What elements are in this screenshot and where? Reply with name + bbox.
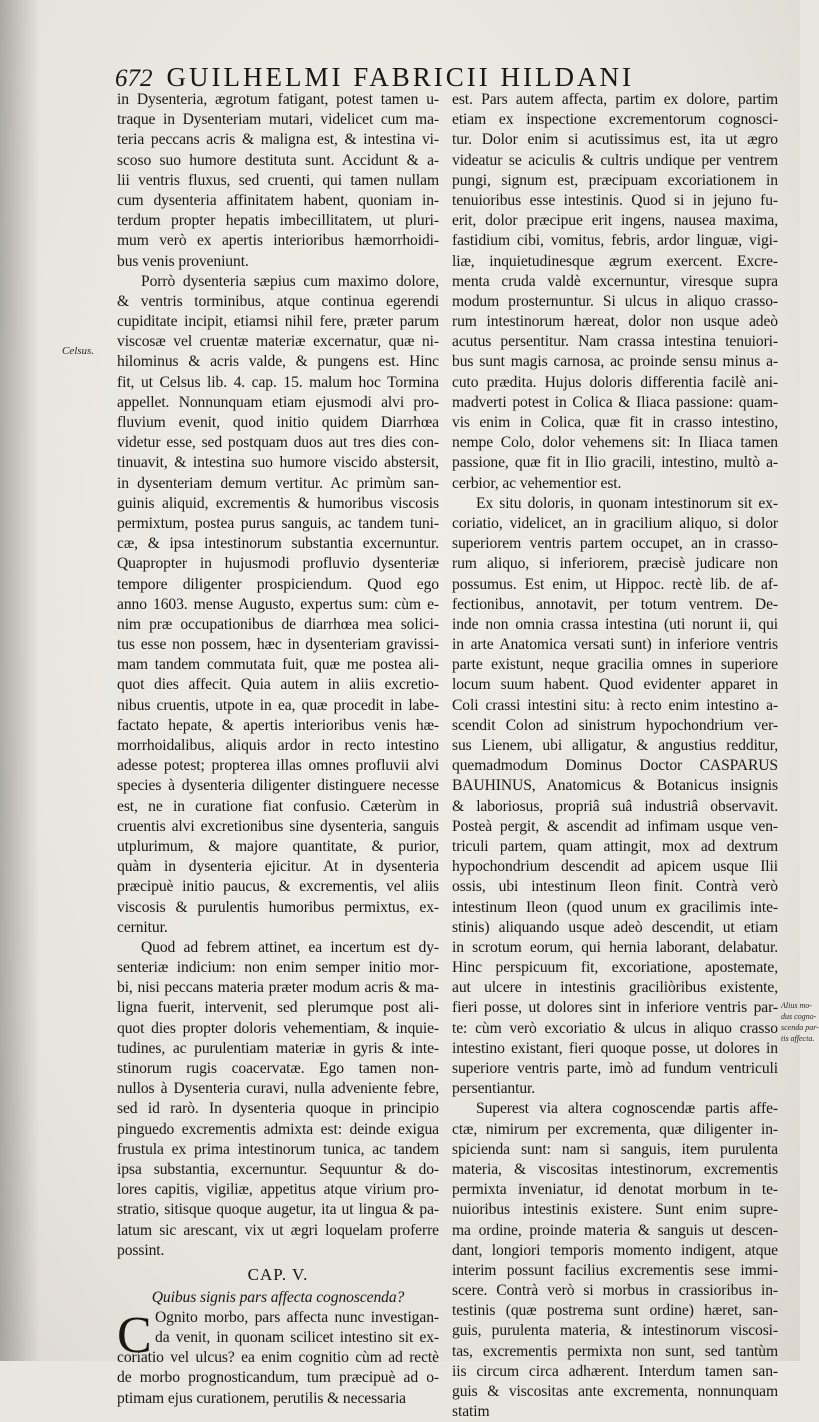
text-line: scere. Contrà verò si morbus in crassioribus in- (452, 1282, 778, 1300)
text-line: lii ventris fluxus, sed cruenti, qui tamen nullam (117, 171, 439, 189)
text-line: tus esse non possem, hæc in dysenteriam gravissi- (117, 636, 439, 654)
gutter-shadow (0, 0, 40, 1361)
text-line: te: cùm verò excoriatio & ulcus in aliquo crasso (452, 1019, 778, 1037)
text-line: coriatio vel ulcus? ea enim cognitio cùm ad rectè (117, 1349, 439, 1367)
text-line: Ognito morbo, pars affecta nunc investigan- (155, 1308, 439, 1326)
text-line: pinguedo excrementis admixta est: deinde exigua (117, 1120, 439, 1138)
text-line: stinis) aliquando usque adeò descendit, ut etiam (452, 918, 778, 936)
text-line: possumus. Est enim, ut Hippoc. rectè lib. de af- (452, 575, 778, 593)
text-line: Hinc perspicuum fit, excoriatione, apostemate, (452, 959, 778, 977)
text-line: est. Pars autem affecta, partim ex dolore, partim (452, 91, 778, 108)
text-line: intestino existant, fieri quoque posse, ut dolores in (452, 1039, 778, 1057)
text-line: stinorum rugis coacervatæ. Ego tamen non- (117, 1060, 439, 1077)
text-line: mum verò ex apertis interioribus hæmorrhoidi- (117, 232, 439, 250)
text-line: BAUHINUS, Anatomicus & Botanicus insignis (452, 777, 778, 795)
text-line: in dysenteriam demum vertitur. Ac primùm san- (117, 474, 439, 492)
text-line: cuto prædita. Hujus doloris differentia facilè ani- (452, 373, 778, 391)
text-line: mam tandem commutata fuit, quæ me postea ali- (117, 656, 439, 674)
text-line: interim possunt facilius excrementis sese immi- (452, 1261, 778, 1279)
text-line: præcipuè initio paucus, & excrementis, vel aliis (117, 878, 439, 896)
text-line: de morbo prognosticandum, tum præcipuè ad o- (117, 1369, 439, 1387)
text-line: quot dies affecit. Quia autem in aliis excretio- (117, 676, 439, 694)
left-paragraph-1 (117, 90, 439, 272)
margin-note-line: scenda par- (781, 1023, 819, 1032)
text-line: est, ne in curatione fiat confusio. Cæterùm in (117, 797, 439, 815)
text-line: cerbior, ac vehementior est. (452, 474, 622, 492)
text-line: erit, dolor præcipue erit ingens, nausea maxima, (452, 212, 778, 230)
text-line: menta cruda valdè excernuntur, viresque supra (452, 272, 778, 290)
text-line: in scrotum eorum, qui hernia laborant, delabatur. (452, 938, 778, 956)
text-line: statim (452, 1403, 490, 1421)
right-paragraph-3 (452, 1099, 778, 1422)
text-line: tempore diligenter prospiciendum. Quod ego (117, 575, 439, 593)
text-line: parte existunt, neque gracilia omnes in superiore (452, 656, 778, 674)
text-line: morrhoidalibus, aliquis ardor in recto intestino (117, 737, 439, 754)
text-line: guinis aliquid, excrementis & humoribus viscosis (117, 494, 439, 512)
text-line: acutus persentitur. Nam crassa intestina tenuiori- (452, 333, 778, 351)
margin-note-line: Alius mo- (781, 1001, 812, 1010)
text-line: fectionibus, annotavit, per totum ventrem. De- (452, 595, 778, 613)
text-line: materia, & viscositas intestinorum, excrementis (452, 1160, 778, 1178)
text-line: quàm in dysenteria ejicitur. At in dysenteria (117, 858, 439, 876)
margin-note-line: dus cogno- (781, 1012, 817, 1021)
text-line: & laboriosus, propriâ suâ industriâ observavit. (452, 797, 778, 815)
margin-note-line: tis affecta. (781, 1034, 815, 1043)
text-line: videatur se aciculis & cultris undique per ventrem (452, 151, 778, 169)
text-line: tudines, ac purulentiam materiæ in gyris & inte- (117, 1039, 439, 1057)
text-line: tas, excrementis permixta non sunt, sed tantùm (452, 1342, 778, 1360)
text-line: ptimam ejus curationem, perutilis & necessaria (117, 1389, 406, 1407)
text-line: latum sic arescant, vix ut ægri loquelam proferre (117, 1221, 439, 1239)
text-line: in arte Anatomica versati sunt) in inferiore ventris (452, 636, 778, 654)
text-line: aut ulcere in intestinis graciliòribus existente, (452, 979, 778, 997)
text-line: factato hepate, & apertis interioribus venis hæ- (117, 716, 439, 734)
text-line: intestinum Ileon (quod unum ex gracilimis inte- (452, 898, 778, 916)
text-line: nim præ occupationibus de diarrhœa mea solici- (117, 615, 439, 633)
margin-note-right (781, 1000, 819, 1044)
text-line: coriatio, videlicet, an in gracilium aliquo, si dolor (452, 514, 778, 532)
text-line: iis circum circa adhærent. Interdum tamen san- (452, 1362, 778, 1380)
right-paragraph-1 (452, 90, 778, 494)
text-line: permixtum, postea purus sanguis, ac tandem tuni- (117, 514, 439, 532)
text-line: hilominus & acris valde, & pungens est. Hinc (117, 353, 439, 371)
text-line: guis & viscositas ante excrementa, nonnunquam (452, 1383, 778, 1400)
text-line: persentiantur. (452, 1080, 536, 1098)
text-line: stratio, sitisque quoque augetur, ita ut lingua & pa- (117, 1201, 439, 1219)
text-line: Quapropter in hujusmodi profluvio dysenteriæ (117, 555, 439, 573)
text-line: appellet. Nonnunquam etiam ejusmodi alvi pro- (117, 393, 439, 411)
running-title: GUILHELMI FABRICII HILDANI (166, 62, 634, 92)
right-column (452, 90, 778, 1422)
text-line: Ex situ doloris, in quonam intestinorum sit ex- (476, 494, 778, 512)
text-line: triculi partem, quam attingit, mox ad dextrum (452, 837, 778, 855)
left-column (117, 90, 439, 1409)
text-line: Posteà pergit, & ascendit ad infimam usque ven- (452, 817, 778, 835)
text-line: Coli crassi intestini situ: à recto enim intestino a- (452, 696, 778, 714)
text-line: anno 1603. mense Augusto, expertus sum: cùm e- (117, 595, 439, 613)
text-line: adesse potest; propterea illas omnes profluvii alvi (117, 757, 439, 775)
page-number: 672 (115, 65, 153, 92)
text-line: testinis (quæ postrema sunt ordine) hæret, san- (452, 1302, 778, 1320)
text-line: guis, purulenta materia, & intestinorum viscosi- (452, 1322, 778, 1340)
text-line: traque in Dysenteriam mutari, videlicet cum ma- (117, 111, 439, 129)
text-line: & ventris torminibus, atque continua egerendi (117, 292, 439, 310)
text-line: cum dysenteria affinitatem habent, quoniam in- (117, 191, 439, 209)
text-line: senteriæ indicium: non enim semper initio mor- (117, 959, 439, 977)
text-line: fieri posse, ut dolores sint in inferiore ventris par- (452, 999, 778, 1017)
text-line: sus Lienem, ubi alligatur, & angustius redditur, (452, 737, 778, 754)
margin-note-left: Celsus. (62, 345, 95, 357)
left-paragraph-2 (117, 272, 439, 938)
text-line: rum intestinorum hæreat, dolor non usque adeò (452, 313, 778, 331)
text-line: scoso suo humore destituta sunt. Accidunt & a- (117, 151, 439, 169)
left-paragraph-3 (117, 938, 439, 1261)
text-line: tinuavit, & intestina suo humore viscido abstersit, (117, 454, 439, 472)
text-line: etiam ex inspectione excrementorum cognosci- (452, 111, 778, 129)
text-line: ipsa substantia, excernuntur. Sequuntur & do- (117, 1160, 439, 1178)
chapter-title: CAP. V. (247, 1264, 309, 1284)
text-line: lores capitis, vigiliæ, appetitus atque virium pro- (117, 1181, 439, 1199)
text-line: cernitur. (117, 918, 168, 936)
text-line: permixta inveniatur, id denotat morbum in te- (452, 1181, 778, 1199)
chapter-paragraph (117, 1308, 439, 1409)
text-line: ossis, ubi intestinum Ileon finit. Contrà verò (452, 878, 778, 896)
text-line: pungi, signum est, præcipuam excoriationem in (452, 171, 778, 189)
text-line: modum prosternuntur. Si ulcus in aliquo crasso- (452, 292, 778, 310)
drop-cap: C (117, 1306, 152, 1364)
text-line: in Dysenteria, ægrotum fatigant, potest tamen u- (117, 91, 439, 108)
text-line: ma ordine, proinde materia & sanguis ut descen- (452, 1221, 778, 1239)
text-line: bi, nisi peccans materia præter modum acris & ma- (117, 979, 439, 997)
text-line: cruentis alvi excretionibus sine dysenteria, sanguis (117, 817, 439, 835)
text-line: sed id rarò. In dysenteria quoque in principio (117, 1100, 439, 1118)
text-line: superiore ventris parte, imò ad fundum ventriculi (452, 1060, 778, 1077)
text-line: cæ, & ipsa intestinorum substantia excernuntur. (117, 535, 439, 553)
text-line: species à dysenteria diligenter distinguere necesse (117, 777, 439, 795)
text-line: viscosæ vel cruentæ materiæ excernatur, quæ ni- (117, 333, 439, 351)
text-line: nullos à Dysenteria curavi, nulla adveniente febre, (117, 1080, 439, 1098)
text-line: nempe Colo, dolor vehemens sit: In Iliaca tamen (452, 434, 778, 452)
text-line: fastidium cibi, vomitus, febris, ardor linguæ, vigi- (452, 232, 778, 250)
text-line: bus venis proveniunt. (117, 252, 249, 270)
text-line: ctæ, nimirum per excrementa, quæ diligenter in- (452, 1120, 778, 1138)
text-line: spicienda sunt: nam si sanguis, item purulenta (452, 1140, 778, 1158)
text-line: Porrò dysenteria sæpius cum maximo dolore, (141, 272, 439, 290)
text-line: videtur esse, sed postquam duos aut tres dies con- (117, 434, 439, 452)
text-line: quemadmodum Dominus Doctor CASPARUS (452, 757, 778, 775)
text-line: nibus cruentis, utpote in ea, quæ procedit in labe- (117, 696, 439, 714)
text-line: Superest via altera cognoscendæ partis affe- (476, 1100, 778, 1118)
text-line: tenuioribus esse intestinis. Quod si in jejuno fu- (452, 191, 778, 209)
text-line: utplurimum, & majore quantitate, & purior, (117, 837, 439, 855)
text-line: inde non omnia crassa intestina (uti norunt ii, qui (452, 615, 778, 633)
text-line: frustula ex prima intestinorum tunica, ac tandem (117, 1140, 439, 1158)
text-line: hypochondrium descendit ad apicem usque Ilii (452, 858, 778, 876)
text-line: nuioribus intestinis existere. Sunt enim supre- (452, 1201, 778, 1219)
text-line: ligna fuerit, intervenit, sed plerumque post ali- (117, 999, 439, 1017)
text-line: tur. Dolor enim si acutissimus est, ita ut ægro (452, 131, 778, 149)
text-line: teria peccans acris & maligna est, & intestina vi- (117, 131, 439, 149)
text-line: madverti potest in Colica & Iliaca passione: quam- (452, 393, 778, 411)
text-line: terdum propter hepatis imbecillitatem, ut pluri- (117, 212, 439, 230)
text-line: da venit, in quonam scilicet intestino sit ex- (155, 1329, 439, 1347)
text-line: locum suum habent. Quod evidenter apparet in (452, 676, 778, 694)
text-line: possint. (117, 1241, 165, 1259)
text-line: dant, longiori temporis momento indigent, atque (452, 1241, 778, 1259)
text-line: vis enim in Colica, quæ fit in crasso intestino, (452, 414, 778, 431)
text-line: superiorem ventris partem occupet, an in crasso- (452, 535, 778, 553)
text-line: fluvium evenit, quod initio quidem Diarrhœa (117, 414, 439, 431)
text-line: scendit Colon ad sinistrum hypochondrium ver- (452, 716, 778, 734)
text-line: rum aliquo, si inferiorem, præcisè judicare non (452, 555, 778, 573)
text-line: quot dies propter doloris vehementiam, & inquie- (117, 1019, 439, 1037)
text-line: Quod ad febrem attinet, ea incertum est dy- (141, 938, 439, 956)
text-line: liæ, inquietudinesque ægrum exercent. Excre- (452, 252, 778, 270)
text-line: cupiditate incipit, etiamsi nihil fere, præter parum (117, 313, 439, 331)
text-line: viscosis & purulentis humoribus permixtus, ex- (117, 898, 439, 916)
text-line: passione, quæ fit in Ilio gracili, intestino, multò a- (452, 454, 778, 472)
chapter-subtitle: Quibus signis pars affecta cognoscenda? (151, 1288, 405, 1306)
right-paragraph-2 (452, 494, 778, 1100)
text-line: bus sunt magis carnosa, ac proinde sensu minus a- (452, 353, 778, 371)
text-line: fit, ut Celsus lib. 4. cap. 15. malum hoc Tormina (117, 373, 439, 391)
